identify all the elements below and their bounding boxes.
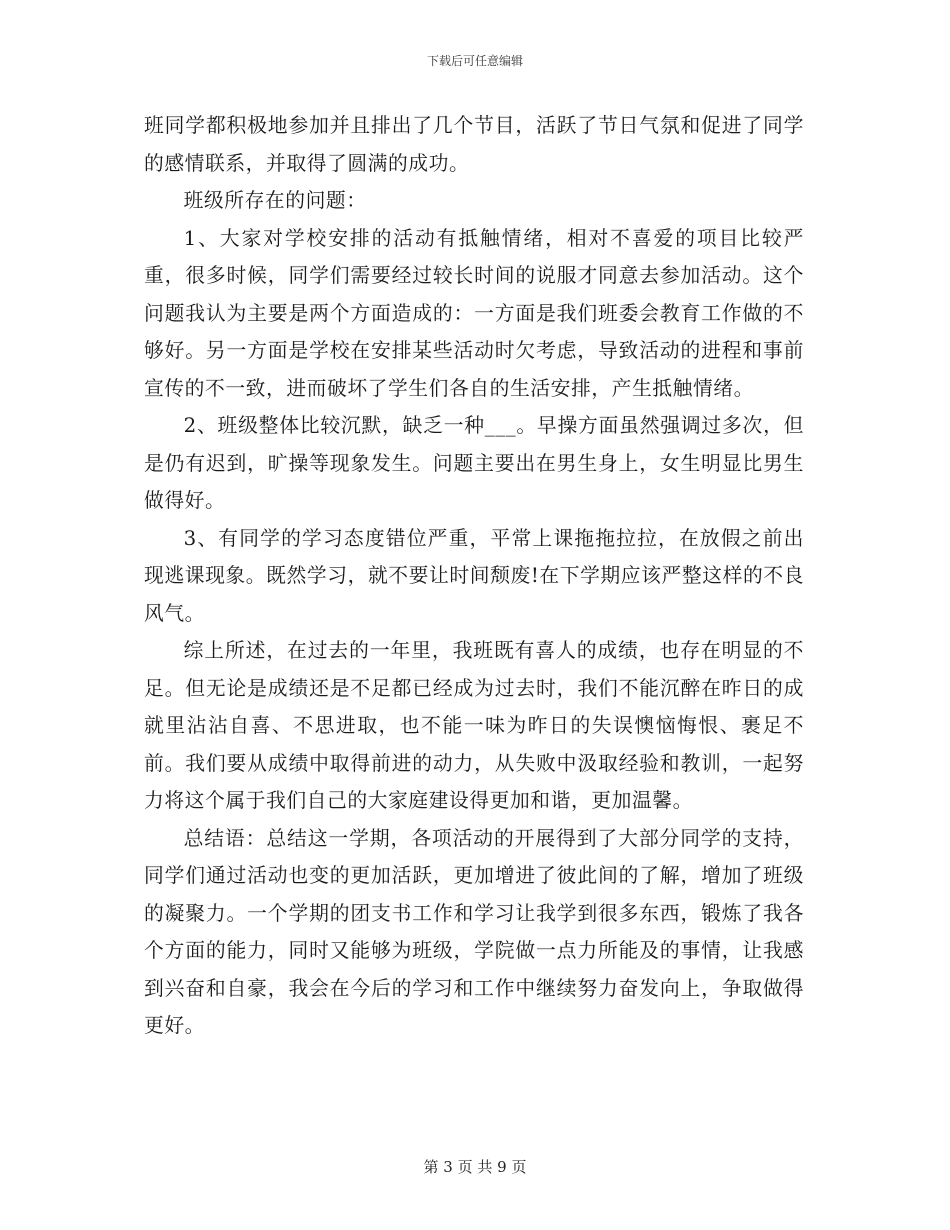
document-body (144, 107, 804, 1045)
page-header: 下载后可任意编辑 (426, 54, 523, 68)
paragraph: 3、有同学的学习态度错位严重，平常上课拖拖拉拉，在放假之前出现逃课现象。既然学习，就不要让时间颓废!在下学期应该严整这样的不良风气。 (144, 526, 804, 625)
paragraph: 班级所存在的问题： (183, 189, 367, 212)
paragraph: 1、大家对学校安排的活动有抵触情绪，相对不喜爱的项目比较严重，很多时候，同学们需要经过较长时间的说服才同意去参加活动。这个问题我认为主要是两个方面造成的：一方面是我们班委会教育工作做的不够好。另一方面是学校在安排某些活动时欠考虑，导致活动的进程和事前宣传的不一致，进而破坏了学生们各自的生活安排，产生抵触情绪。 (144, 226, 804, 400)
paragraph: 班同学都积极地参加并且排出了几个节目，活跃了节日气氛和促进了同学的感情联系，并取得了圆满的成功。 (144, 114, 804, 175)
paragraph: 综上所述，在过去的一年里，我班既有喜人的成绩，也存在明显的不足。但无论是成绩还是不足都已经成为过去时，我们不能沉醉在昨日的成就里沾沾自喜、不思进取，也不能一味为昨日的失误懊恼悔恨、裹足不前。我们要从成绩中取得前进的动力，从失败中汲取经验和教训，一起努力将这个属于我们自己的大家庭建设得更加和谐，更加温馨。 (144, 639, 804, 812)
paragraph: 2、班级整体比较沉默，缺乏一种___。早操方面虽然强调过多次，但是仍有迟到，旷操等现象发生。问题主要出在男生身上，女生明显比男生做得好。 (144, 414, 804, 512)
page-number-footer: 第 3 页 共 9 页 (423, 1158, 527, 1176)
paragraph: 总结语：总结这一学期，各项活动的开展得到了大部分同学的支持，同学们通过活动也变的更加活跃，更加增进了彼此间的了解，增加了班级的凝聚力。一个学期的团支书工作和学习让我学到很多东西，锻炼了我各个方面的能力，同时又能够为班级，学院做一点力所能及的事情，让我感到兴奋和自豪，我会在今后的学习和工作中继续努力奋发向上，争取做得更好。 (144, 826, 804, 1037)
